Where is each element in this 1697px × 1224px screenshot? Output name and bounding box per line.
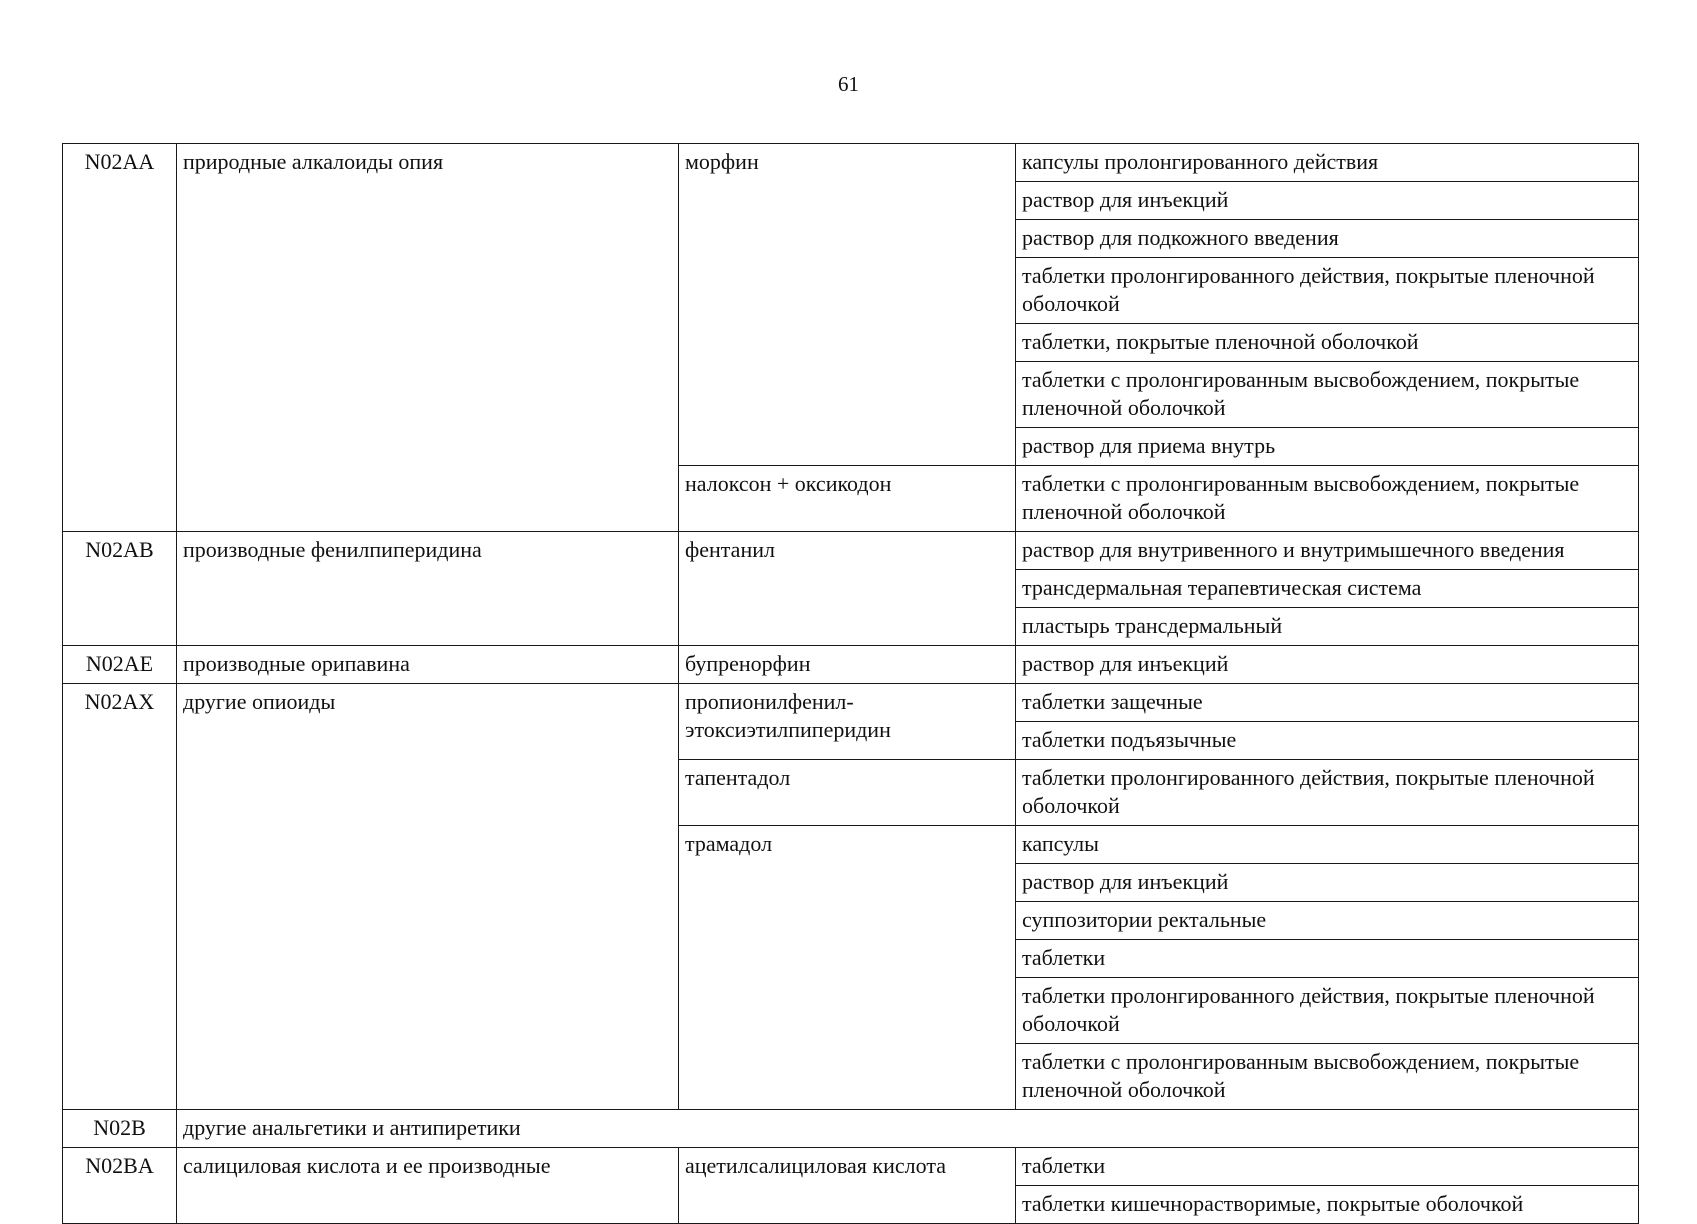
dosage-form-cell: таблетки подъязычные [1016,722,1639,760]
dosage-form-cell: раствор для внутривенного и внутримышечного введения [1016,532,1639,570]
table-row [63,684,1639,722]
dosage-form-cell: таблетки пролонгированного действия, покрытые пленочной оболочкой [1016,760,1639,826]
drug-name-cell: ацетилсалициловая кислота [679,1148,1016,1224]
table-row [63,1110,1639,1148]
drug-name-cell: тапентадол [679,760,1016,826]
atc-code-cell: N02AA [63,144,177,532]
table-body [63,144,1639,1224]
drug-name-cell: налоксон + оксикодон [679,466,1016,532]
group-name-cell: другие опиоиды [177,684,679,1110]
dosage-form-cell: таблетки кишечнорастворимые, покрытые оболочкой [1016,1186,1639,1224]
dosage-form-cell: таблетки, покрытые пленочной оболочкой [1016,324,1639,362]
dosage-form-cell: раствор для приема внутрь [1016,428,1639,466]
group-name-cell: природные алкалоиды опия [177,144,679,532]
dosage-form-cell: таблетки с пролонгированным высвобождением, покрытые пленочной оболочкой [1016,466,1639,532]
dosage-form-cell: пластырь трансдермальный [1016,608,1639,646]
group-name-cell: салициловая кислота и ее производные [177,1148,679,1224]
table-row [63,646,1639,684]
drug-name-cell: трамадол [679,826,1016,1110]
dosage-form-cell: таблетки пролонгированного действия, покрытые пленочной оболочкой [1016,978,1639,1044]
table-row [63,144,1639,182]
group-name-cell: другие анальгетики и антипиретики [177,1110,1639,1148]
atc-code-cell: N02AX [63,684,177,1110]
drug-name-cell: бупренорфин [679,646,1016,684]
dosage-form-cell: раствор для подкожного введения [1016,220,1639,258]
drug-name-cell: фентанил [679,532,1016,646]
dosage-form-cell: раствор для инъекций [1016,646,1639,684]
table-row [63,1148,1639,1186]
atc-code-cell: N02AE [63,646,177,684]
dosage-form-cell: капсулы [1016,826,1639,864]
dosage-form-cell: раствор для инъекций [1016,864,1639,902]
page-number: 61 [838,72,859,96]
atc-code-cell: N02AB [63,532,177,646]
group-name-cell: производные орипавина [177,646,679,684]
dosage-form-cell: раствор для инъекций [1016,182,1639,220]
dosage-form-cell: таблетки [1016,1148,1639,1186]
dosage-form-cell: таблетки пролонгированного действия, покрытые пленочной оболочкой [1016,258,1639,324]
group-name-cell: производные фенилпиперидина [177,532,679,646]
dosage-form-cell: капсулы пролонгированного действия [1016,144,1639,182]
dosage-form-cell: трансдермальная терапевтическая система [1016,570,1639,608]
atc-code-cell: N02BA [63,1148,177,1224]
dosage-form-cell: таблетки с пролонгированным высвобождением, покрытые пленочной оболочкой [1016,362,1639,428]
drug-classification-table [62,143,1639,1224]
drug-name-cell: пропионилфенил-этоксиэтилпиперидин [679,684,1016,760]
dosage-form-cell: таблетки с пролонгированным высвобождением, покрытые пленочной оболочкой [1016,1044,1639,1110]
dosage-form-cell: суппозитории ректальные [1016,902,1639,940]
atc-code-cell: N02B [63,1110,177,1148]
drug-name-cell: морфин [679,144,1016,466]
table-row [63,532,1639,570]
dosage-form-cell: таблетки защечные [1016,684,1639,722]
dosage-form-cell: таблетки [1016,940,1639,978]
